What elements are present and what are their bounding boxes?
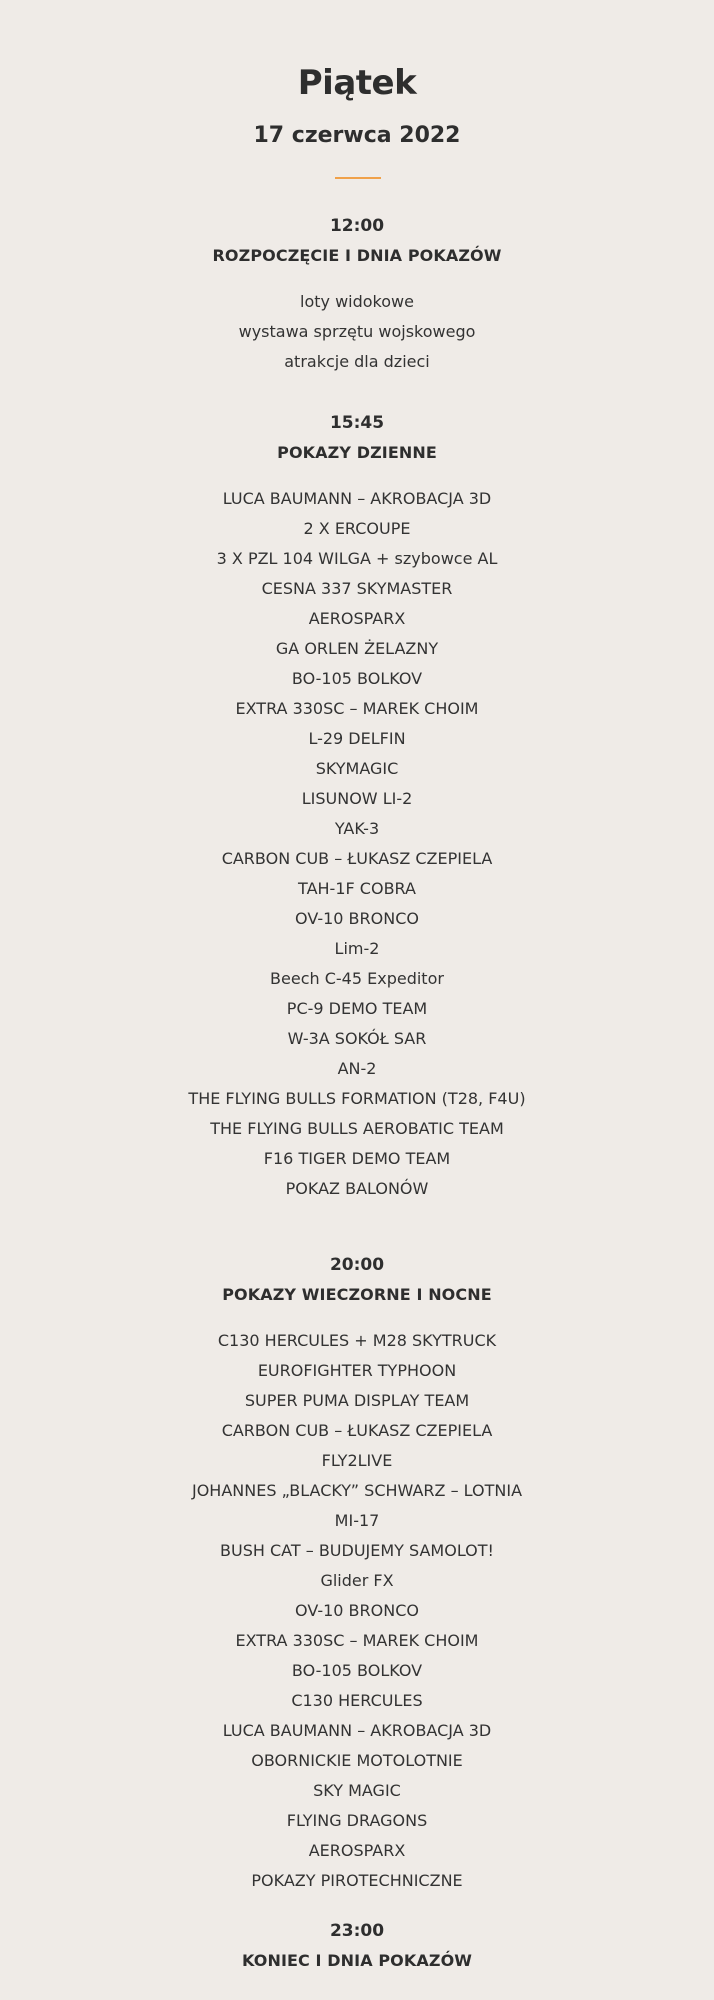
list-item: THE FLYING BULLS AEROBATIC TEAM — [210, 1119, 504, 1138]
list-item: OV-10 BRONCO — [295, 1601, 419, 1620]
list-item: MI-17 — [334, 1511, 380, 1530]
day-title: Piątek — [297, 63, 417, 103]
schedule-section-closing — [0, 1920, 714, 1972]
section-title: POKAZY DZIENNE — [277, 443, 437, 462]
section-item-list — [0, 1326, 714, 1896]
section-time: 23:00 — [329, 1921, 385, 1941]
schedule-section-evening-shows — [0, 1254, 714, 1896]
list-item: EUROFIGHTER TYPHOON — [257, 1361, 457, 1380]
section-time: 12:00 — [329, 216, 385, 236]
list-item: OBORNICKIE MOTOLOTNIE — [251, 1751, 463, 1770]
list-item: C130 HERCULES — [291, 1691, 423, 1710]
list-item: AEROSPARX — [308, 1841, 406, 1860]
list-item: Lim-2 — [334, 939, 380, 958]
list-item: TAH-1F COBRA — [298, 879, 416, 898]
list-item: wystawa sprzętu wojskowego — [238, 322, 476, 341]
list-item: AN-2 — [337, 1059, 377, 1078]
list-item: 2 X ERCOUPE — [303, 519, 411, 538]
schedule-section-opening — [0, 215, 714, 377]
schedule-section-day-shows — [0, 412, 714, 1204]
list-item: EXTRA 330SC – MAREK CHOIM — [235, 699, 479, 718]
list-item: atrakcje dla dzieci — [284, 352, 430, 371]
list-item: EXTRA 330SC – MAREK CHOIM — [235, 1631, 479, 1650]
section-time: 20:00 — [329, 1255, 385, 1275]
list-item: FLY2LIVE — [321, 1451, 393, 1470]
list-item: BO-105 BOLKOV — [291, 1661, 423, 1680]
list-item: POKAZY PIROTECHNICZNE — [251, 1871, 463, 1890]
section-item-list — [0, 287, 714, 377]
list-item: C130 HERCULES + M28 SKYTRUCK — [217, 1331, 497, 1350]
list-item: Glider FX — [320, 1571, 394, 1590]
list-item: LISUNOW LI-2 — [301, 789, 413, 808]
list-item: BO-105 BOLKOV — [291, 669, 423, 688]
list-item: CARBON CUB – ŁUKASZ CZEPIELA — [221, 1421, 493, 1440]
list-item: Beech C-45 Expeditor — [270, 969, 444, 988]
section-item-list — [0, 484, 714, 1204]
day-date: 17 czerwca 2022 — [253, 123, 461, 148]
list-item: W-3A SOKÓŁ SAR — [287, 1029, 427, 1048]
list-item: SKY MAGIC — [313, 1781, 401, 1800]
list-item: FLYING DRAGONS — [286, 1811, 428, 1830]
list-item: CESNA 337 SKYMASTER — [261, 579, 453, 598]
list-item: JOHANNES „BLACKY” SCHWARZ – LOTNIA — [191, 1481, 523, 1500]
list-item: THE FLYING BULLS FORMATION (T28, F4U) — [188, 1089, 526, 1108]
section-title: KONIEC I DNIA POKAZÓW — [241, 1951, 473, 1970]
list-item: GA ORLEN ŻELAZNY — [275, 639, 439, 658]
list-item: SUPER PUMA DISPLAY TEAM — [244, 1391, 470, 1410]
list-item: CARBON CUB – ŁUKASZ CZEPIELA — [221, 849, 493, 868]
list-item: OV-10 BRONCO — [295, 909, 419, 928]
list-item: LUCA BAUMANN – AKROBACJA 3D — [222, 1721, 492, 1740]
list-item: 3 X PZL 104 WILGA + szybowce AL — [216, 549, 498, 568]
list-item: SKYMAGIC — [315, 759, 399, 778]
list-item: L-29 DELFIN — [308, 729, 406, 748]
list-item: F16 TIGER DEMO TEAM — [263, 1149, 451, 1168]
section-title: ROZPOCZĘCIE I DNIA POKAZÓW — [212, 246, 502, 265]
section-title: POKAZY WIECZORNE I NOCNE — [222, 1285, 492, 1304]
list-item: loty widokowe — [300, 292, 414, 311]
list-item: AEROSPARX — [308, 609, 406, 628]
list-item: YAK-3 — [334, 819, 380, 838]
list-item: BUSH CAT – BUDUJEMY SAMOLOT! — [220, 1541, 494, 1560]
list-item: LUCA BAUMANN – AKROBACJA 3D — [222, 489, 492, 508]
list-item: POKAZ BALONÓW — [285, 1179, 429, 1198]
section-time: 15:45 — [329, 413, 385, 433]
list-item: PC-9 DEMO TEAM — [286, 999, 428, 1018]
accent-divider — [335, 177, 381, 179]
